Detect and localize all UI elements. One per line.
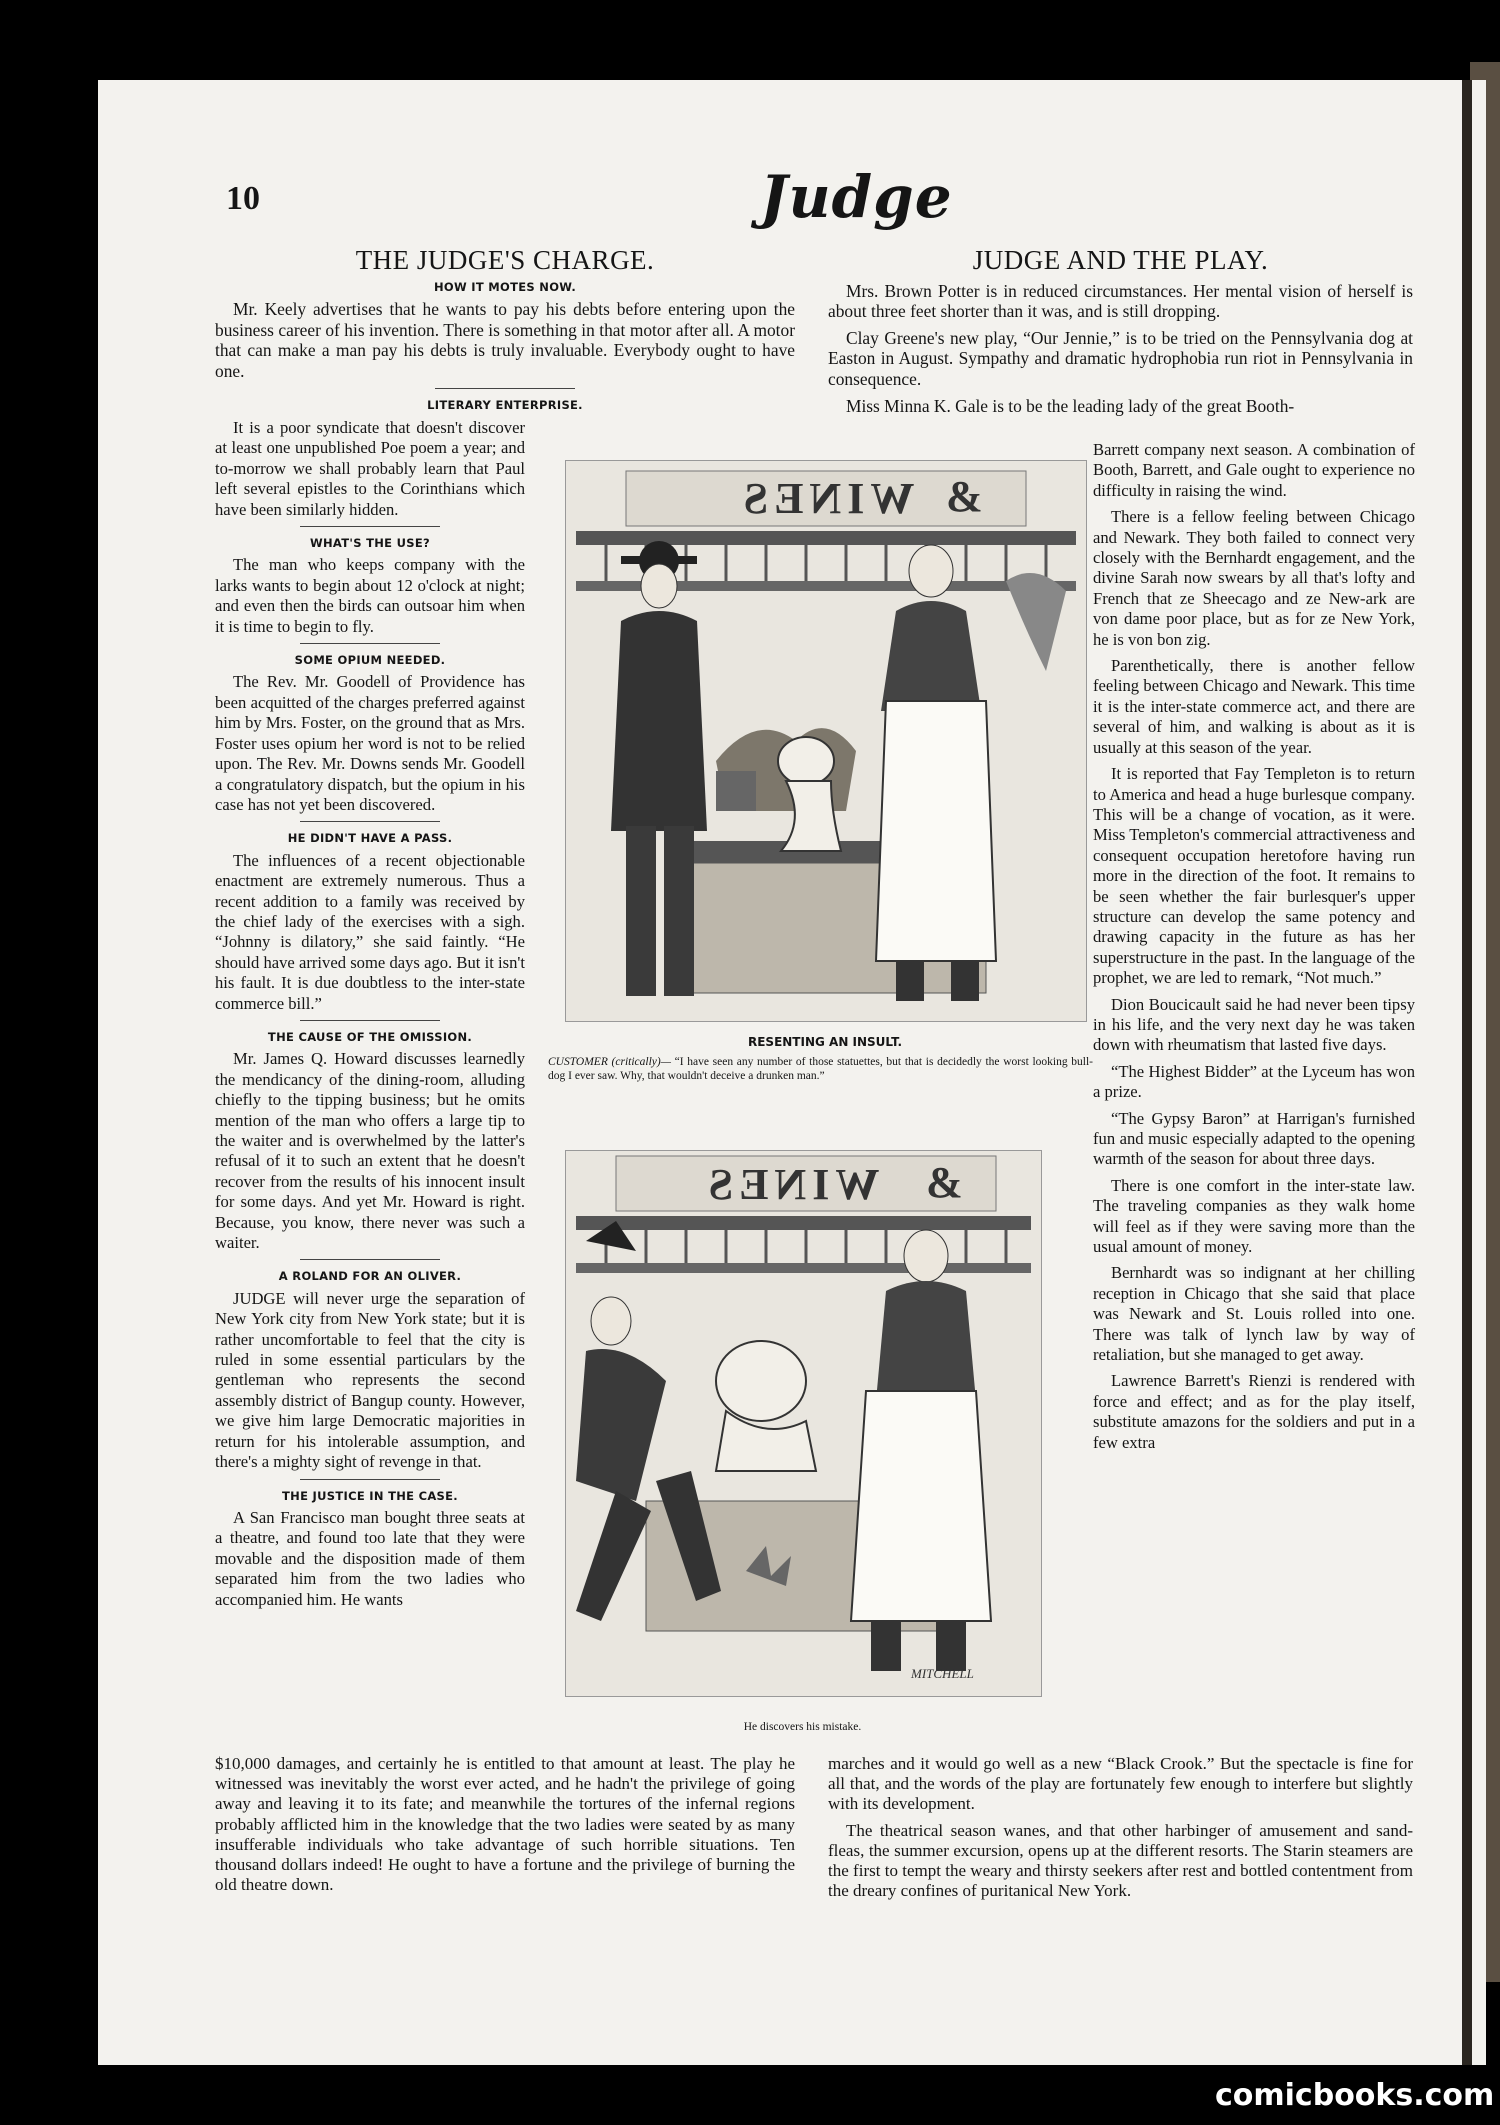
caption-text-2: He discovers his mistake. [743, 1721, 862, 1733]
paragraph: $10,000 damages, and certainly he is entitled to that amount at least. The play he witnessed was inevitably the worst ever acted, and he hadn't the privilege of going away and leaving it to its fate; and meanwhile the tortures of the infernal regions probably afflicted him in the knowledge that the two ladies were seated by as many insufferable individuals who take advantage of such horrible situations. Ten thousand dollars indeed! He ought to have a fortune and the privilege of burning the old theatre down. [215, 1754, 795, 1895]
section-heading: A ROLAND FOR AN OLIVER. [278, 1269, 462, 1284]
paragraph: JUDGE will never urge the separation of New York city from New York state; but it is rather uncomfortable to feel that the city is ruled in some essential particulars by the gentleman who represents the second assembly district of Bangup county. However, we give him large Democratic majorities in return for his intolerable assumption, and there's a mighty sight of revenge in that. [215, 1288, 525, 1472]
paragraph: “The Highest Bidder” at the Lyceum has won a prize. [1093, 1061, 1415, 1102]
paragraph: Mr. Keely advertises that he wants to pay his debts before entering upon the business career of his invention. There is something in that motor after all. A motor that can make a man pay his debts is truly invaluable. Everybody ought to have one. [215, 299, 795, 381]
sign-ampersand: & [926, 1158, 963, 1207]
divider [300, 526, 440, 527]
paragraph: marches and it would go well as a new “Black Crook.” But the spectacle is fine for all that, and the words of the play are fortunately few enough to interfere but slightly with its development. [828, 1754, 1413, 1814]
page-number: 10 [226, 180, 260, 217]
right-column-narrow [1093, 440, 1415, 1459]
sign-ampersand: & [946, 472, 983, 521]
paragraph: There is one comfort in the inter-state law. The traveling companies as they walk home will feel as if they were saving more than the usual amount of money. [1093, 1175, 1415, 1257]
section-heading: HOW IT MOTES NOW. [433, 279, 577, 294]
paragraph: Mrs. Brown Potter is in reduced circumstances. Her mental vision of herself is about three feet shorter than it was, and is still dropping. [828, 280, 1413, 322]
paragraph: A San Francisco man bought three seats at a theatre, and found too late that they were movable and the disposition made of them separated him from the two ladies who accompanied him. He wants [215, 1507, 525, 1609]
bar-scene-drawing-2 [566, 1151, 1041, 1696]
illustration-resenting-insult [565, 460, 1087, 1022]
illustration-discovers-mistake [565, 1150, 1042, 1697]
page-edge [1462, 80, 1472, 2065]
divider [300, 821, 440, 822]
paragraph: Barrett company next season. A combination of Booth, Barrett, and Gale ought to experience no difficulty in raising the wind. [1093, 440, 1415, 500]
section-heading: HE DIDN'T HAVE A PASS. [287, 831, 453, 846]
section-heading: THE JUSTICE IN THE CASE. [282, 1488, 458, 1503]
paragraph: The theatrical season wanes, and that other harbinger of amusement and sand-fleas, the summer excursion, opens up at the different resorts. The Starin steamers are the first to tempt the weary and thirsty seekers after rest and bottled contentment from the dreary confines of puritanical New York. [828, 1820, 1413, 1901]
right-column-bottom [828, 1754, 1413, 1907]
paragraph: Bernhardt was so indignant at her chilling reception in Chicago that she said that place was Newark and St. Louis rolled into one. There was talk of lynch law by way of retaliation, but she managed to get away. [1093, 1263, 1415, 1365]
paragraph: The Rev. Mr. Goodell of Providence has been acquitted of the charges preferred against him by Mrs. Foster, on the ground that as Mrs. Foster uses opium her word is not to be relied upon. The Rev. Mr. Downs sends Mr. Goodell a congratulatory dispatch, but the opium in his case has not yet been discovered. [215, 672, 525, 814]
caption-speaker: CUSTOMER (critically)— [548, 1056, 671, 1068]
section-heading: SOME OPIUM NEEDED. [294, 653, 446, 668]
caption-title: RESENTING AN INSULT. [747, 1035, 903, 1049]
section-heading: THE CAUSE OF THE OMISSION. [267, 1029, 473, 1044]
paragraph: There is a fellow feeling between Chicago and Newark. They both failed to connect very closely with the Bernhardt engagement, and the divine Sarah now swears by all that's lofty and French that ze Sheecago and ze New-ark are von dame poor place, but as for ze New York, he is von bon zig. [1093, 507, 1415, 649]
divider [300, 1259, 440, 1260]
sign-text: WINES [702, 1160, 880, 1209]
section-heading: WHAT'S THE USE? [310, 536, 430, 551]
paragraph: Dion Boucicault said he had never been tipsy in his life, and the very next day he was taken down with rheumatism that lasted five days. [1093, 994, 1415, 1055]
paragraph: Clay Greene's new play, “Our Jennie,” is to be tried on the Pennsylvania dog at Easton in August. Sympathy and dramatic hydrophobia run riot in Pennsylvania in consequence. [828, 327, 1413, 389]
right-column-title: JUDGE AND THE PLAY. [972, 245, 1269, 275]
bar-scene-drawing [566, 461, 1086, 1021]
paragraph: The man who keeps company with the larks wants to begin about 12 o'clock at night; and even then the birds can outsoar him when it is time to begin to fly. [215, 555, 525, 636]
left-column-title: THE JUDGE'S CHARGE. [355, 245, 655, 275]
artist-signature: MITCHELL [911, 1666, 974, 1681]
divider [300, 643, 440, 644]
left-column-narrow [215, 418, 525, 1616]
caption-text [548, 1055, 1093, 1083]
paragraph: It is reported that Fay Templeton is to return to America and head a huge burlesque company. This will be a change of vocation, as it were. Miss Templeton's commercial attractiveness and consequent occupation heretofore having run more in the direction of the foot. It remains to be seen whether the fair burlesquer's upper structure can develop the same potency and drawing capacity in the future as has her superstructure in the past. In the language of the prophet, we are led to remark, “Not much.” [1093, 764, 1415, 988]
paragraph: Mr. James Q. Howard discusses learnedly the mendicancy of the dining-room, alluding chiefly to the tipping business; but he omits mention of the man who offers a large tip to the waiter and is overwhelmed by the latter's refusal of it to such an extent that he doesn't recover from the results of his innocent insult for some days. And yet Mr. Howard is right. Because, you know, there never was such a waiter. [215, 1049, 525, 1253]
divider [300, 1020, 440, 1021]
masthead-logo: Judge [760, 163, 953, 231]
divider [300, 1479, 440, 1480]
paragraph: The influences of a recent objectionable enactment are extremely numerous. Thus a recent addition to a family was received by the chief lady of the exercises with a sigh. “Johnny is dilatory,” she said faintly. “He should have arrived some days ago. But it isn't his fault. It is due doubtless to the inter-state commerce bill.” [215, 850, 525, 1013]
left-column-top [215, 245, 795, 417]
site-watermark: comicbooks.com [1215, 2078, 1495, 2113]
paragraph: Parenthetically, there is another fellow feeling between Chicago and Newark. This time it is the inter-state commerce act, and there are several of him, and walking is about as it is usually at this season of the year. [1093, 656, 1415, 757]
paragraph: It is a poor syndicate that doesn't discover at least one unpublished Poe poem a year; and to-morrow we shall probably learn that Paul left several epistles to the Corinthians which have been similarly hidden. [215, 418, 525, 519]
paragraph: Lawrence Barrett's Rienzi is rendered with force and effect; and as for the play itself, substitute amazons for the soldiers and put in a few extra [1093, 1371, 1415, 1452]
right-column-top [828, 245, 1413, 422]
left-column-bottom [215, 1754, 795, 1901]
paragraph: Miss Minna K. Gale is to be the leading lady of the great Booth- [846, 395, 1295, 416]
sign-text: WINES [737, 474, 915, 523]
paragraph: “The Gypsy Baron” at Harrigan's furnished fun and music especially adapted to the opening warmth of the season for about three days. [1093, 1108, 1415, 1169]
section-heading: LITERARY ENTERPRISE. [427, 397, 583, 412]
caption-quote: “I have seen any number of those statuettes, but that is decidedly the worst looking bull-dog I ever saw. Why, that wouldn't deceive a drunken man.” [548, 1056, 1094, 1082]
divider [435, 388, 575, 389]
